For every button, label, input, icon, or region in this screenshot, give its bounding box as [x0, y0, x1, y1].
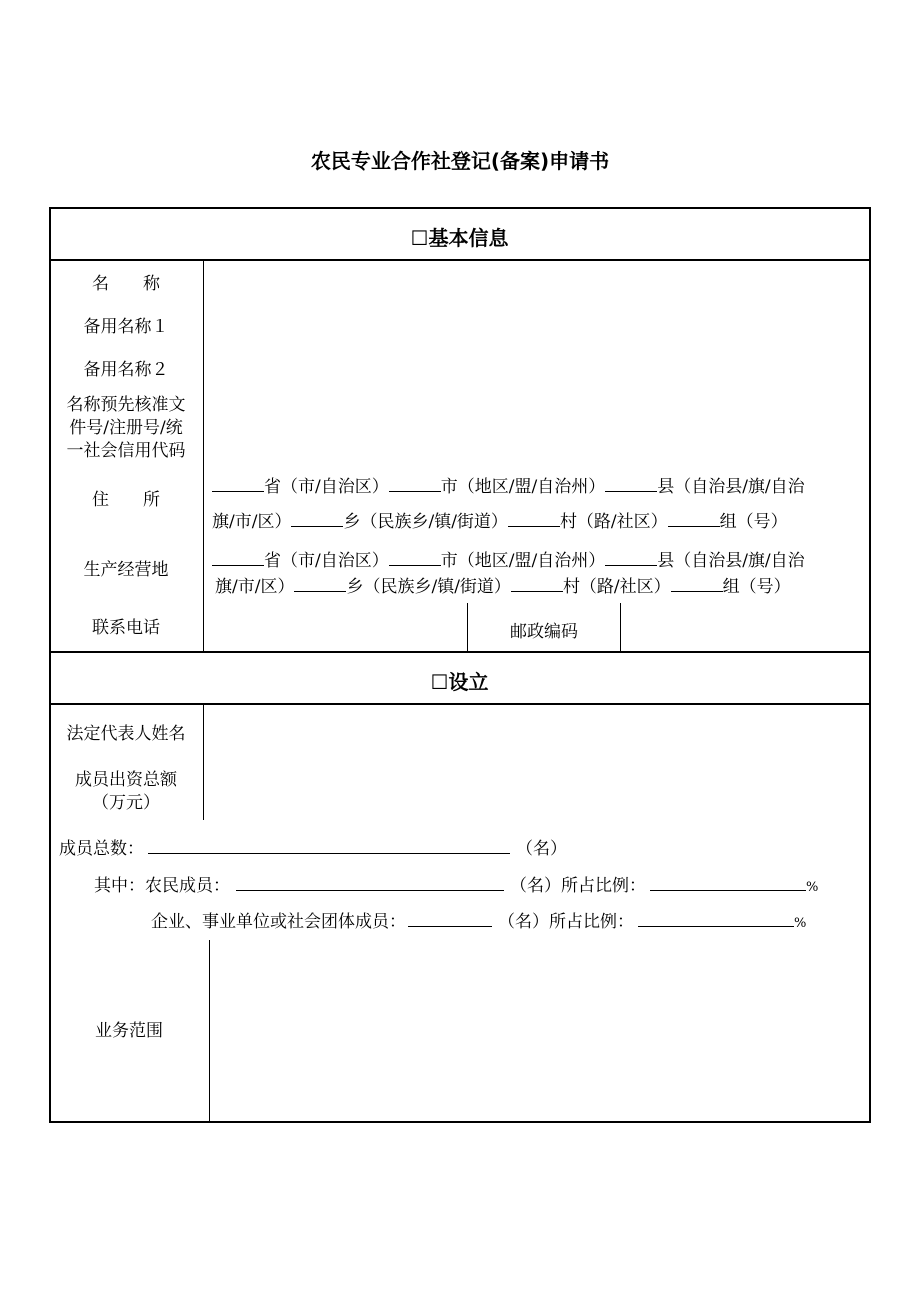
label-column-divider [209, 940, 210, 1122]
label-capital: 成员出资总额 [75, 770, 177, 790]
section-label: 基本信息 [428, 226, 509, 250]
production-address-line-2: 旗/市/区） 乡（民族乡/镇/街道） 村（路/社区） 组（号） [215, 577, 791, 597]
production-address-line-1: 省（市/自治区） 市（地区/盟/自治州） 县（自治县/旗/自治 [212, 546, 805, 571]
residence-address-line-1: 省（市/自治区） 市（地区/盟/自治州） 县（自治县/旗/自治 [212, 472, 805, 497]
label-column-divider [203, 260, 204, 652]
village-blank[interactable] [508, 510, 560, 527]
section-establish-header [49, 666, 870, 695]
member-total-row: 成员总数： （名） [59, 839, 567, 859]
label-name: 名 称 [92, 274, 160, 294]
divider [620, 603, 621, 652]
label-pre-approval-2: 件号/注册号/统 [69, 418, 183, 438]
section-basic-info-header [49, 222, 870, 251]
phone-input[interactable] [205, 604, 465, 650]
org-ratio-blank[interactable] [638, 910, 794, 927]
city-blank[interactable] [389, 475, 441, 492]
section-label: 设立 [448, 670, 489, 694]
label-alt-name-2: 备用名称２ [83, 360, 169, 380]
county-blank[interactable] [605, 549, 657, 566]
border-right [869, 207, 871, 1123]
document-title: 农民专业合作社登记(备案)申请书 [310, 149, 610, 173]
border-left [49, 207, 51, 1123]
member-total-blank[interactable] [148, 837, 510, 854]
province-blank[interactable] [212, 549, 264, 566]
label-residence: 住 所 [92, 490, 160, 510]
divider [49, 651, 871, 653]
group-blank[interactable] [671, 575, 723, 592]
farmer-members-row: 其中：农民成员： （名）所占比例： % [94, 876, 819, 896]
residence-address-line-2: 旗/市/区） 乡（民族乡/镇/街道） 村（路/社区） 组（号） [212, 512, 788, 532]
label-capital-unit: （万元） [92, 793, 160, 813]
label-phone: 联系电话 [92, 618, 160, 638]
farmer-members-blank[interactable] [236, 874, 504, 891]
label-column-divider [203, 704, 204, 820]
label-postal-code: 邮政编码 [510, 622, 578, 642]
border-bottom [49, 1121, 871, 1123]
label-pre-approval-3: 一社会信用代码 [66, 441, 186, 461]
county-blank[interactable] [605, 475, 657, 492]
label-business-scope: 业务范围 [95, 1021, 163, 1041]
org-members-blank[interactable] [408, 910, 492, 927]
postal-code-input[interactable] [622, 604, 868, 650]
label-pre-approval-1: 名称预先核准文 [66, 395, 186, 415]
checkbox-establish[interactable]: ☐ [430, 670, 449, 694]
divider [49, 259, 871, 261]
group-blank[interactable] [668, 510, 720, 527]
label-alt-name-1: 备用名称１ [83, 317, 169, 337]
org-members-row: 企业、事业单位或社会团体成员： （名）所占比例： % [151, 912, 807, 932]
business-scope-input[interactable] [211, 942, 868, 1120]
divider [49, 703, 871, 705]
label-production-site: 生产经营地 [83, 560, 169, 580]
village-blank[interactable] [511, 575, 563, 592]
town-blank[interactable] [291, 510, 343, 527]
province-blank[interactable] [212, 475, 264, 492]
checkbox-basic-info[interactable]: ☐ [410, 226, 429, 250]
farmer-ratio-blank[interactable] [650, 874, 806, 891]
label-legal-rep: 法定代表人姓名 [66, 724, 186, 744]
city-blank[interactable] [389, 549, 441, 566]
border-top [49, 207, 871, 209]
town-blank[interactable] [294, 575, 346, 592]
